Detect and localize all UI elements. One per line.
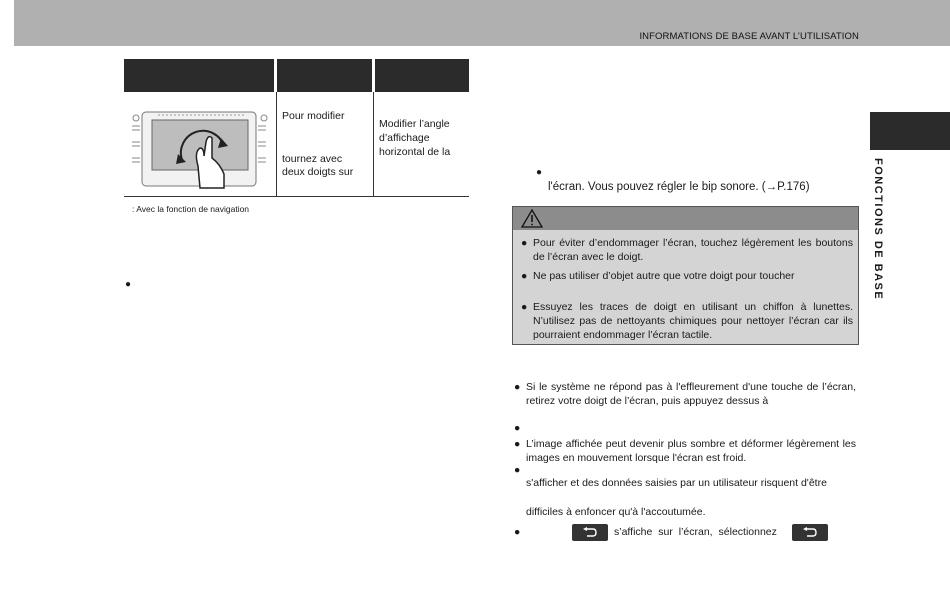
screen-rotate-illustration	[128, 108, 271, 190]
back-button[interactable]	[572, 524, 608, 541]
list-item: ● L’image affichée peut devenir plus sombre et déformer légèrement les images en mouvement lorsque l'écran est froid.	[514, 438, 856, 464]
table-cell-text: Pour modifier	[282, 110, 345, 122]
caution-item: ● Essuyez les traces de doigt en utilisant un chiffon à lunettes. N’utilisez pas de nettoyants chimiques pour nettoyer l’écran car ils pourraient endommager l’écran tactile.	[521, 301, 853, 341]
bullet: ●	[536, 167, 543, 178]
two-finger-rotate-icon	[128, 108, 271, 190]
warning-triangle-icon	[521, 209, 543, 228]
table-cell-text: deux doigts sur	[282, 166, 354, 178]
bullet: ●	[514, 464, 521, 476]
section-tab	[870, 112, 950, 150]
note-text: l'écran. Vous pouvez régler le bip sonore. (→P.176)	[548, 181, 810, 193]
bullet: ●	[521, 301, 528, 313]
text-line: s’affiche sur l’écran, sélectionnez	[614, 526, 777, 538]
back-arrow-icon	[582, 527, 598, 538]
bullet: ●	[514, 422, 521, 434]
list-item: ● Si le système ne répond pas à l'effleurement d'une touche de l’écran, retirez votre doigt de l’écran, puis appuyez dessus à	[514, 381, 856, 407]
caution-box	[512, 206, 859, 345]
caution-body	[513, 230, 858, 344]
table-cell-text: Modifier l’angle	[379, 118, 450, 130]
caution-header	[513, 207, 858, 230]
table-header-cell-1	[124, 59, 274, 92]
bullet: ●	[514, 381, 521, 393]
table-bottom-rule	[124, 196, 469, 197]
bullet: ●	[521, 237, 528, 249]
back-button[interactable]	[792, 524, 828, 541]
table-cell-text: d’affichage	[379, 132, 430, 144]
table-divider	[373, 92, 374, 196]
table-header-cell-2	[277, 59, 372, 92]
section-title: INFORMATIONS DE BASE AVANT L’UTILISATION	[639, 31, 859, 42]
caution-item: ● Ne pas utiliser d’objet autre que votre doigt pour toucher	[521, 270, 795, 282]
caution-item: ● Pour éviter d’endommager l’écran, touchez légèrement les boutons de l’écran avec le doigt.	[521, 237, 853, 263]
footnote: : Avec la fonction de navigation	[132, 204, 250, 214]
table-header-cell-3	[375, 59, 469, 92]
text-line: s'afficher et des données saisies par un utilisateur risquent d'être	[526, 477, 827, 489]
text-line: difficiles à enfoncer qu'à l'accoutumée.	[526, 506, 706, 518]
back-arrow-icon	[802, 527, 818, 538]
table-cell-text: horizontal de la	[379, 146, 451, 158]
bullet: ●	[514, 526, 521, 538]
bullet: ●	[514, 438, 521, 450]
table-divider	[276, 92, 277, 196]
table-cell-text: tournez avec	[282, 153, 343, 165]
bullet: ●	[521, 270, 528, 282]
bullet: ●	[125, 279, 132, 290]
side-tab-label: FONCTIONS DE BASE	[872, 158, 884, 301]
